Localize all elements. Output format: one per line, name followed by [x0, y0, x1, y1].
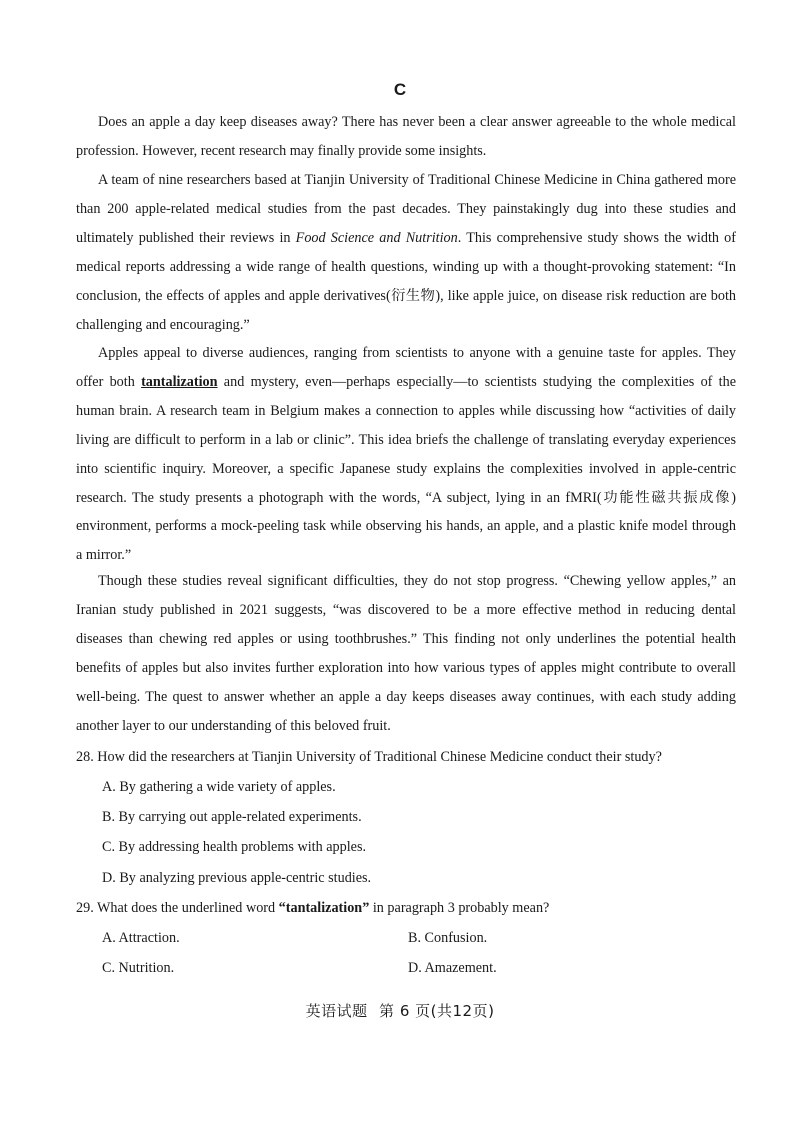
paragraph-3 [76, 339, 736, 570]
question-29-option-c: C. Nutrition. [102, 960, 175, 976]
footer-label: 英语试题 [305, 1002, 368, 1020]
question-29-stem-b: in paragraph 3 probably mean? [369, 900, 550, 916]
underlined-word: tantalization [141, 373, 218, 390]
paragraph-1: Does an apple a day keep diseases away? There has never been a clear answer agreeable to the whole medical profession. However, recent research may finally provide some insights. [76, 114, 736, 159]
question-29-option-a: A. Attraction. [102, 930, 180, 946]
question-28-option-d: D. By analyzing previous apple-centric studies. [102, 870, 372, 886]
paragraph-3-text-b: and mystery, even—perhaps especially—to scientists studying the complexities of the human brain. A research team in Belgium makes a connection to apples while discussing how “activities of daily living are difficult to perform in a lab or clinic”. This idea briefs the challenge of translating everyday experiences into scientific inquiry. Moreover, a specific Japanese study explains the complexities involved in apple-centric research. The study presents a photograph with the words, “A subject, lying in an fMRI(功能性磁共振成像) environment, performs a mock-peeling task while observing his hands, an apple, and a plastic knife model through a mirror.” [76, 373, 736, 564]
question-28-option-a: A. By gathering a wide variety of apples. [102, 779, 336, 795]
question-28-option-c: C. By addressing health problems with apples. [102, 839, 367, 855]
paragraph-2-text-b: . This comprehensive study shows the width of medical reports addressing a wide range of health questions, winding up with a thought-provoking statement: “In conclusion, the effects of apples and apple derivatives(衍生物), like apple juice, on disease risk reduction are both challenging and encouraging.” [76, 229, 736, 333]
paragraph-2-text-a: A team of nine researchers based at Tianjin University of Traditional Chinese Medicine in China gathered more than 200 apple-related medical studies from the past decades. They painstakingly dug into these studies and ultimately published their reviews in [76, 172, 736, 246]
section-heading: C [393, 80, 407, 99]
journal-title: Food Science and Nutrition [295, 229, 458, 246]
question-29-option-b: B. Confusion. [408, 930, 488, 946]
question-29-stem-a: 29. What does the underlined word [76, 900, 279, 916]
footer-page-number: 第 6 页(共12页) [379, 1002, 495, 1020]
page-footer [0, 1000, 800, 1021]
question-29-stem [76, 897, 756, 919]
question-28-stem: 28. How did the researchers at Tianjin University of Traditional Chinese Medicine conduct their study? [76, 749, 662, 765]
question-28-option-b: B. By carrying out apple-related experiments. [102, 809, 362, 825]
paragraph-2 [76, 166, 736, 339]
paragraph-4: Though these studies reveal significant difficulties, they do not stop progress. “Chewing yellow apples,” an Iranian study published in 2021 suggests, “was discovered to be a more effective method in reducing dental diseases than chewing red apples or using toothbrushes.” This finding not only underlines the potential health benefits of apples but also invites further exploration into how various types of apples might contribute to overall well-being. The quest to answer whether an apple a day keeps diseases away continues, with each study adding another layer to our understanding of this beloved fruit. [76, 573, 736, 734]
paragraph-3-text-a: Apples appeal to diverse audiences, ranging from scientists to anyone with a genuine taste for apples. They offer both [76, 345, 736, 390]
question-29-word: “tantalization” [278, 900, 370, 916]
question-29-option-d: D. Amazement. [408, 960, 497, 976]
